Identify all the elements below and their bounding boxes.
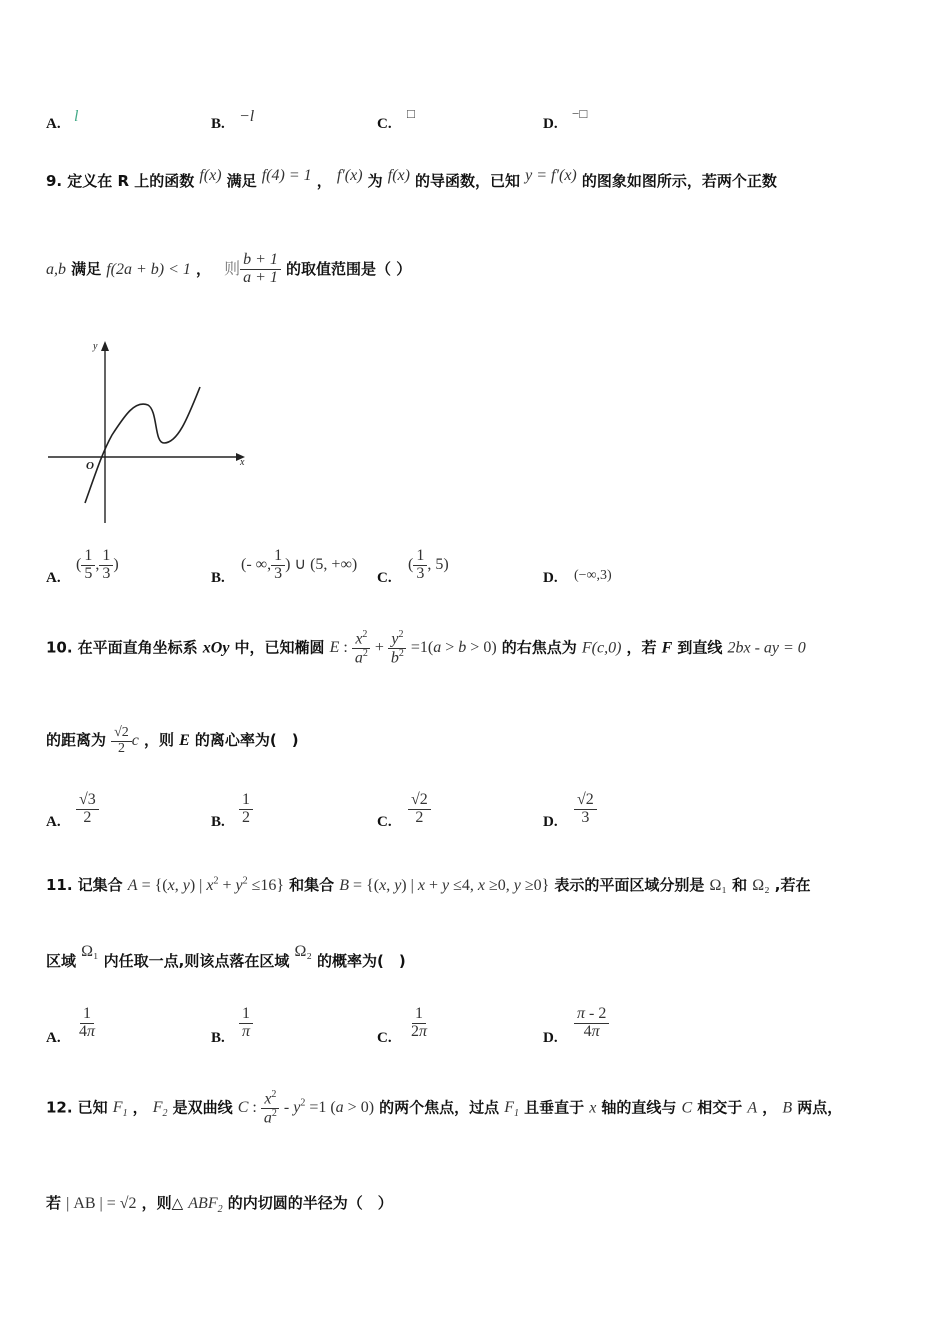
- q9-option-d-label: D.: [543, 570, 558, 586]
- q11-option-b-label: B.: [211, 1030, 225, 1046]
- q9-options-row: [46, 548, 906, 588]
- q9-text: 为: [367, 172, 383, 190]
- q8-option-d-value: −□: [572, 106, 588, 121]
- q10-text: 的离心率为( ): [194, 730, 299, 749]
- q8-option-b-value: −l: [239, 108, 255, 125]
- q11-set-a: A = {(x, y) | $x^2 + y^2 \le 16$}: [127, 875, 285, 894]
- q12-x: x: [589, 1099, 597, 1117]
- q12-f1: $F_1$: [504, 1099, 520, 1120]
- q11-option-a-label: A.: [46, 1030, 61, 1046]
- q9-ratio-num: b + 1: [240, 252, 281, 270]
- q9-text: 满足: [226, 172, 257, 190]
- q11-line-2: [46, 943, 406, 971]
- q11-options-row: [46, 1006, 906, 1052]
- q9-text: 定义在 R 上的函数: [67, 172, 195, 190]
- q10-ellipse: E : $\frac{x^2}{a^2}$ + $\frac{y^2}{b^2}$ =1(a > b > 0): [329, 629, 497, 667]
- q8-option-b-label: B.: [211, 116, 225, 132]
- q10-option-a: $\frac{√3}{2}$: [76, 792, 99, 827]
- q11-option-c: $\frac{1}{2\pi}$: [411, 1005, 428, 1040]
- q11-text: 内任取一点,则该点落在区域: [103, 952, 290, 970]
- q10-text: 的距离为: [46, 730, 107, 749]
- q9-option-a-label: A.: [46, 570, 61, 586]
- q9-line-1: [46, 167, 777, 191]
- q12-hyperbola: C : $\frac{x^2}{a^2}$ - $y^2 =1$ (a > 0): [237, 1089, 375, 1127]
- q10-distance: $\frac{√2}{2}$ c: [111, 732, 139, 749]
- q9-yeq: y = f′(x): [525, 167, 577, 184]
- q9-text: 的图象如图所示，若两个正数: [581, 172, 777, 190]
- q10-options-row: [46, 792, 906, 838]
- q11-text: ,若在: [774, 876, 811, 894]
- q9-condition: f(4) = 1: [261, 167, 312, 184]
- q10-number: 10.: [46, 638, 73, 657]
- q11-omega1: Ω₁: [81, 943, 99, 960]
- q12-line-2: [46, 1192, 393, 1215]
- q9-option-b-label: B.: [211, 570, 225, 586]
- q10-option-c: $\frac{√2}{2}$: [408, 792, 431, 827]
- q12-f2: $F_2$: [152, 1099, 168, 1120]
- q11-omega2: Ω₂: [752, 877, 770, 894]
- q11-text: 和集合: [289, 876, 335, 894]
- q11-text: 区域: [46, 952, 77, 970]
- q10-text: 在平面直角坐标系: [77, 638, 198, 657]
- q9-ratio: [240, 252, 281, 287]
- q9-option-d: (−∞,3): [574, 568, 612, 583]
- q12-number: 12.: [46, 1098, 73, 1117]
- q8-options-row: [46, 106, 906, 140]
- q9-ze: 则: [224, 260, 241, 278]
- q12-a: A: [747, 1099, 758, 1117]
- q11-option-a: $\frac{1}{4\pi}$: [79, 1005, 96, 1040]
- q9-option-b: (- ∞, $\frac{1}{3}$ ) ∪ (5, +∞): [241, 547, 358, 582]
- q12-triangle: $ABF_2$: [188, 1195, 223, 1216]
- q11-omega2: Ω₂: [294, 943, 312, 960]
- q12-text: 且垂直于: [524, 1098, 585, 1117]
- q9-ratio-den: a + 1: [243, 268, 278, 286]
- q10-option-b-label: B.: [211, 814, 225, 830]
- q10-text: ，若: [626, 638, 657, 657]
- q11-option-d: $\frac{\pi - 2}{4\pi}$: [574, 1006, 609, 1041]
- q10-option-c-label: C.: [377, 814, 392, 830]
- q11-text: 表示的平面区域分别是: [554, 876, 705, 894]
- q12-text: 相交于: [697, 1098, 743, 1117]
- q9-text: ，: [316, 172, 332, 190]
- q12-text: 的内切圆的半径为（ ）: [227, 1194, 393, 1212]
- q9-text: 的取值范围是（ ）: [286, 259, 412, 278]
- q8-option-a-label: A.: [46, 116, 61, 132]
- q8-option-a-value: l: [74, 108, 79, 125]
- q10-text: 中，已知椭圆: [234, 638, 325, 657]
- q10-focus: F(c,0): [581, 639, 622, 657]
- x-axis-label: x: [240, 457, 245, 468]
- q11-option-c-label: C.: [377, 1030, 392, 1046]
- q10-option-d-label: D.: [543, 814, 558, 830]
- q10-e: E: [179, 731, 190, 749]
- q9-text: 的导函数，已知: [415, 172, 521, 190]
- q9-fx: f(x): [387, 167, 410, 184]
- q9-derivative-graph: [40, 335, 255, 530]
- q12-text: ，: [762, 1098, 778, 1117]
- q9-text: ，: [196, 259, 212, 278]
- derivative-curve: [85, 387, 200, 503]
- q10-line-1: [46, 630, 806, 667]
- q10-line: 2bx - ay = 0: [727, 639, 806, 657]
- q11-omega1: Ω₁: [709, 877, 727, 894]
- q11-text: 和: [732, 876, 748, 894]
- q12-text: 两点，: [797, 1098, 843, 1117]
- y-axis-arrow: [101, 341, 109, 351]
- q12-b: B: [782, 1099, 793, 1117]
- q10-option-b: $\frac{1}{2}$: [239, 792, 253, 827]
- q10-xoy: xOy: [202, 639, 230, 657]
- q8-option-d-label: D.: [543, 116, 558, 132]
- q11-option-b: $\frac{1}{\pi}$: [239, 1006, 253, 1041]
- q12-text: 轴的直线与: [601, 1098, 677, 1117]
- q10-text: 到直线: [677, 638, 723, 657]
- q11-option-d-label: D.: [543, 1030, 558, 1046]
- q9-option-a: ( $\frac{1}{5}$ , $\frac{1}{3}$ ): [76, 547, 119, 582]
- q12-text: 是双曲线: [172, 1098, 233, 1117]
- origin-label: O: [86, 460, 94, 472]
- q10-text: ，则: [144, 730, 175, 749]
- q9-option-c: ( $\frac{1}{3}$ , 5): [408, 547, 449, 582]
- q8-option-c-label: C.: [377, 116, 392, 132]
- q12-text: ，: [132, 1098, 148, 1117]
- q10-text: 的右焦点为: [501, 638, 577, 657]
- q10-option-a-label: A.: [46, 814, 61, 830]
- q12-c: C: [681, 1099, 693, 1117]
- q9-fpx: f′(x): [336, 167, 363, 184]
- q12-f1: $F_1$: [112, 1099, 128, 1120]
- q11-set-b: B = {(x, y) | x + y ≤4, x ≥0, y ≥0}: [339, 877, 550, 894]
- q12-text: 若: [46, 1194, 62, 1212]
- q9-text: 满足: [71, 259, 102, 278]
- q12-line-1: [46, 1090, 842, 1127]
- q11-text: 记集合: [77, 876, 123, 894]
- q9-option-c-label: C.: [377, 570, 392, 586]
- q11-line-1: [46, 874, 810, 895]
- q8-option-c-value: □: [407, 106, 415, 121]
- q12-ab-length: | AB | = √2: [66, 1195, 137, 1212]
- q12-text: 的两个焦点，过点: [379, 1098, 500, 1117]
- q12-text: 已知: [77, 1098, 108, 1117]
- q9-ab: a,b: [46, 260, 66, 278]
- q11-text: 的概率为( ): [317, 952, 406, 970]
- q9-fx: f(x): [199, 167, 222, 184]
- q9-inequality: f(2a + b) < 1: [106, 260, 191, 278]
- q12-text: ，则△: [141, 1194, 184, 1212]
- q9-number: 9.: [46, 172, 63, 190]
- q9-line-2: [46, 252, 411, 287]
- q11-number: 11.: [46, 876, 73, 894]
- q10-line-2: [46, 726, 299, 756]
- y-axis-label: y: [93, 341, 98, 352]
- q10-f: F: [661, 639, 673, 657]
- q10-option-d: $\frac{√2}{3}$: [574, 792, 597, 827]
